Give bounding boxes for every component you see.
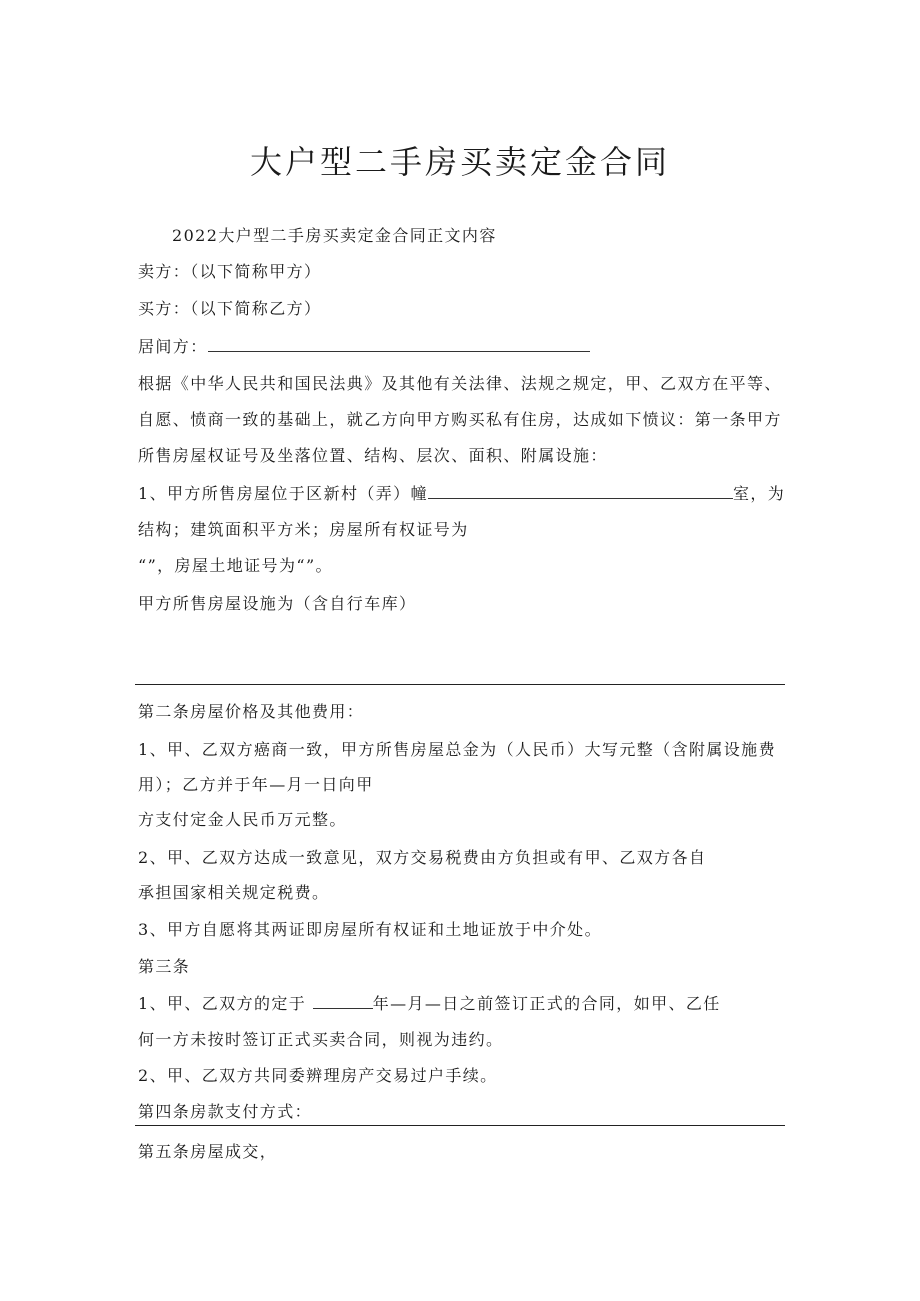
clause2-item1-line-c: 方支付定金人民币万元整。 <box>138 810 347 829</box>
clause4-heading: 第四条房款支付方式： <box>138 1102 313 1121</box>
clause3-heading: 第三条 <box>138 957 191 976</box>
preamble-line-1: 根据《中华人民共和国民法典》及其他有关法律、法规之规定，甲、乙双方在平等、 <box>138 374 782 393</box>
clause5-heading: 第五条房屋成交， <box>138 1142 278 1161</box>
clause1-facilities: 甲方所售房屋设施为（含自行车库） <box>138 594 417 613</box>
contract-year-blank <box>313 992 373 1009</box>
clause1-item1-end: 室，为 <box>732 484 786 503</box>
clause1-line-3: “”，房屋土地证号为“”。 <box>138 556 333 575</box>
preamble-line-2: 自愿、愤商一致的基础上，就乙方向甲方购买私有住房，达成如下愤议：第一条甲方 <box>138 410 782 429</box>
clause2-heading: 第二条房屋价格及其他费用： <box>138 702 365 721</box>
clause3-item1-line-a <box>138 992 721 1016</box>
clause1-item1-line <box>138 482 785 506</box>
clause1-item1-start: 1、甲方所售房屋位于区新村（弄）幢 <box>138 484 428 503</box>
intermediary-line <box>138 335 590 359</box>
clause3-item2: 2、甲、乙双方共同委辨理房产交易过户手续。 <box>138 1066 498 1085</box>
intermediary-blank <box>208 335 590 352</box>
clause4-divider <box>135 1125 785 1126</box>
seller-line: 卖方：（以下简称甲方） <box>138 262 322 281</box>
clause3-item1-suffix: 年—月—日之前签订正式的合同，如甲、乙任 <box>372 994 721 1013</box>
clause2-item1-line-b: 用）；乙方并于年—月一日向甲 <box>138 775 374 794</box>
clause2-item1-line-a: 1、甲、乙双方癌商一致，甲方所售房屋总金为（人民币）大写元整（含附属设施费 <box>138 740 776 759</box>
clause2-item3: 3、甲方自愿将其两证即房屋所有权证和土地证放于中介处。 <box>138 920 602 939</box>
preamble-line-3: 所售房屋权证号及坐落位置、结构、层次、面积、附属设施： <box>138 446 608 465</box>
buyer-line: 买方：（以下简称乙方） <box>138 299 322 318</box>
clause1-line-2: 结构；建筑面积平方米；房屋所有权证号为 <box>138 520 469 539</box>
clause3-item1-prefix: 1、甲、乙双方的定于 <box>138 994 307 1013</box>
intermediary-label: 居间方： <box>138 337 208 356</box>
section-divider <box>135 684 785 685</box>
room-number-blank <box>428 482 733 499</box>
document-subtitle: 2022大户型二手房买卖定金合同正文内容 <box>172 226 497 245</box>
clause2-item2-line-a: 2、甲、乙双方达成一致意见，双方交易税费由方负担或有甲、乙双方各自 <box>138 848 707 867</box>
clause2-item2-line-b: 承担国家相关规定税费。 <box>138 883 330 902</box>
document-title: 大户型二手房买卖定金合同 <box>249 143 670 181</box>
clause3-item1-line-b: 何一方未按时签订正式买卖合同，则视为违约。 <box>138 1030 504 1049</box>
